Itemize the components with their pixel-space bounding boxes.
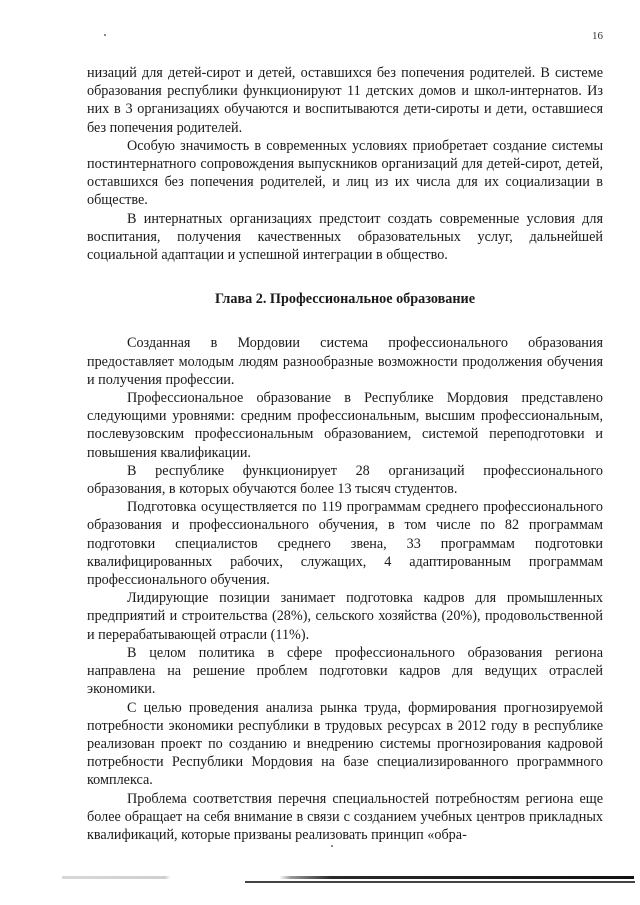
- chapter-title: Глава 2. Профессиональное образование: [214, 291, 476, 308]
- scan-edge-shadow: [245, 881, 635, 883]
- paragraph: Профессиональное образование в Республике Мордовия представлено следующими уровнями: средним профессиональным, высшим профессиональным, послевузовским профессиональным образованием, системой переподготовки и повышения квалификации.: [87, 390, 603, 461]
- paragraph: низаций для детей-сирот и детей, оставшихся без попечения родителей. В системе образования республики функционируют 11 детских домов и школ-интернатов. Из них в 3 организациях обучаются и воспитываются дети-сироты и дети, оставшиеся без попечения родителей.: [87, 65, 603, 136]
- scan-speck: [331, 845, 333, 847]
- document-body: [87, 64, 603, 844]
- paragraph: Проблема соответствия перечня специальностей потребностям региона еще более обращает на себя внимание в связи с созданием учебных центров прикладных квалификаций, которые призваны реализовать принцип «обра-: [87, 790, 603, 843]
- paragraph: Подготовка осуществляется по 119 программам среднего профессионального образования и профессионального обучения, в том числе по 82 программам подготовки специалистов среднего звена, 33 программам подготовки квалифицированных рабочих, служащих, 4 адаптированным программам профессионального обучения.: [87, 499, 603, 589]
- page-number: 16: [592, 30, 603, 42]
- paragraph: Особую значимость в современных условиях приобретает создание системы постинтернатного сопровождения выпускников организаций для детей-сирот, детей, оставшихся без попечения родителей, и лиц из их числа для их социализации в обществе.: [87, 137, 603, 209]
- paragraph: В интернатных организациях предстоит создать современные условия для воспитания, получения качественных образовательных услуг, дальнейшей социальной адаптации и успешной интеграции в общество.: [87, 210, 603, 264]
- paragraph: Созданная в Мордовии система профессионального образования предоставляет молодым людям разнообразные возможности продолжения обучения и получения профессии.: [87, 335, 603, 388]
- scan-edge-line: [62, 876, 634, 879]
- paragraph: Лидирующие позиции занимает подготовка кадров для промышленных предприятий и строительства (28%), сельского хозяйства (20%), продовольственной и перерабатывающей отрасли (11%).: [87, 590, 603, 643]
- scan-speck: [104, 34, 106, 36]
- paragraph: В целом политика в сфере профессионального образования региона направлена на решение проблем подготовки кадров для ведущих отраслей экономики.: [87, 644, 603, 698]
- paragraph: В республике функционирует 28 организаций профессионального образования, в которых обучаются более 13 тысяч студентов.: [87, 462, 603, 498]
- paragraph: С целью проведения анализа рынка труда, формирования прогнозируемой потребности экономики республики в трудовых ресурсах в 2012 году в республике реализован проект по созданию и внедрению системы прогнозирования кадровой потребности Республики Мордовия на базе специализированного программного комплекса.: [87, 699, 603, 789]
